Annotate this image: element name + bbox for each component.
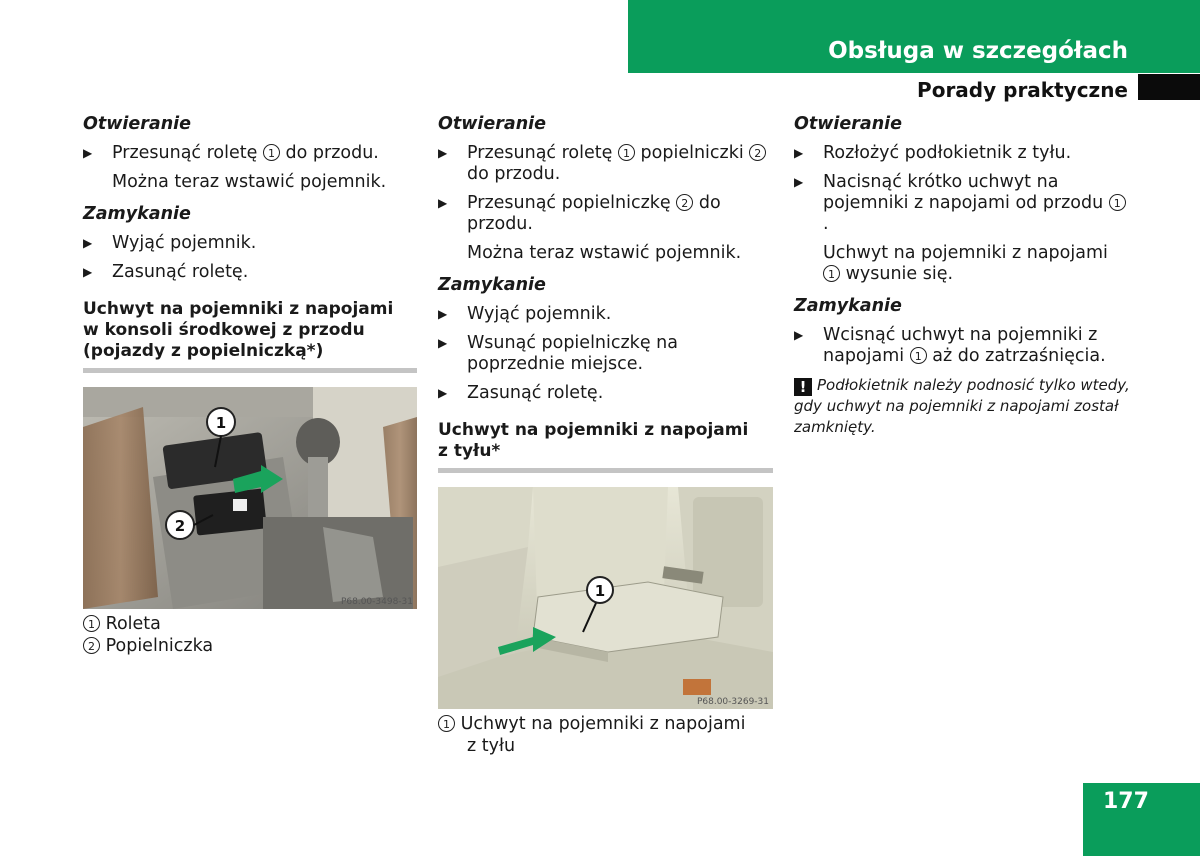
note-text: Uchwyt na pojemniki z napojami 1 wysunie się. — [823, 243, 1108, 284]
warning-note: ! Podłokietnik należy podnosić tylko wtedy, gdy uchwyt na pojemniki z napojami został zamknięty. — [794, 376, 1130, 436]
bullet-arrow-icon: ▶ — [83, 146, 93, 160]
section-heading: Uchwyt na pojemniki z napojami — [438, 420, 749, 440]
callout-number: 1 — [618, 144, 635, 161]
bullet-arrow-icon: ▶ — [794, 175, 804, 189]
column-3 — [794, 113, 1130, 438]
section-heading: z tyłu* — [438, 441, 501, 461]
callout-number: 1 — [1109, 194, 1126, 211]
bullet-arrow-icon: ▶ — [438, 146, 448, 160]
legend-item-continued: z tyłu — [467, 736, 516, 756]
image-callout-1: 1 — [215, 414, 227, 432]
armrest-illustration — [438, 487, 773, 709]
bullet-arrow-icon: ▶ — [83, 236, 93, 250]
console-illustration — [83, 387, 417, 609]
legend-item: 2 Popielniczka — [83, 635, 417, 657]
bullet-item: ▶ Wyjąć pojemnik. — [83, 233, 257, 253]
bullet-arrow-icon: ▶ — [438, 336, 448, 350]
bullet-item: ▶ Wcisnąć uchwyt na pojemniki z napojami 1 aż do zatrzaśnięcia. — [794, 325, 1106, 366]
armrest-photo — [438, 487, 773, 709]
bullet-arrow-icon: ▶ — [794, 328, 804, 342]
bullet-arrow-icon: ▶ — [794, 146, 804, 160]
callout-number: 1 — [263, 144, 280, 161]
subsection-title: Porady praktyczne — [917, 78, 1128, 102]
section-title: Obsługa w szczegółach — [828, 38, 1128, 64]
heading-close: Zamykanie — [794, 296, 902, 316]
callout-number: 2 — [676, 194, 693, 211]
callout-number: 2 — [83, 637, 100, 654]
heading-open: Otwieranie — [83, 114, 192, 134]
legend-item: 1 Roleta — [83, 613, 417, 635]
column-2 — [438, 113, 773, 757]
image-callout-1: 1 — [594, 582, 606, 600]
bullet-item: ▶ Przesunąć popielniczkę 2 do przodu. — [438, 193, 721, 234]
heading-open: Otwieranie — [438, 114, 547, 134]
callout-number: 1 — [438, 715, 455, 732]
image-code: P68.00-3269-31 — [696, 697, 769, 707]
bullet-arrow-icon: ▶ — [438, 196, 448, 210]
heading-close: Zamykanie — [83, 204, 191, 224]
bullet-item: ▶ Przesunąć roletę 1 do przodu. — [83, 143, 379, 163]
callout-number: 1 — [910, 347, 927, 364]
section-heading: (pojazdy z popielniczką*) — [83, 341, 324, 361]
bullet-item: ▶ Zasunąć roletę. — [438, 383, 604, 403]
bullet-arrow-icon: ▶ — [83, 265, 93, 279]
callout-number: 1 — [823, 265, 840, 282]
console-photo — [83, 387, 417, 609]
warning-icon: ! — [794, 378, 812, 396]
bullet-item: ▶ Wsunąć popielniczkę na poprzednie miejsce. — [438, 333, 678, 374]
note-text: Można teraz wstawić pojemnik. — [112, 172, 387, 192]
bullet-arrow-icon: ▶ — [438, 386, 448, 400]
header-bar — [628, 0, 1200, 73]
section-rule — [438, 468, 773, 473]
callout-number: 1 — [83, 615, 100, 632]
heading-close: Zamykanie — [438, 275, 546, 295]
section-heading: w konsoli środkowej z przodu — [83, 320, 365, 340]
subheader-marker — [1138, 74, 1200, 100]
section-rule — [83, 368, 417, 373]
column-1 — [83, 113, 417, 657]
page-number-box — [1083, 783, 1200, 856]
bullet-item: ▶ Wyjąć pojemnik. — [438, 304, 612, 324]
bullet-item: ▶ Rozłożyć podłokietnik z tyłu. — [794, 143, 1072, 163]
page-number: 177 — [1103, 789, 1149, 814]
image-code: P68.00-3498-31 — [340, 597, 413, 607]
section-heading: Uchwyt na pojemniki z napojami — [83, 299, 394, 319]
bullet-item: ▶ Zasunąć roletę. — [83, 262, 249, 282]
legend-item: 1 Uchwyt na pojemniki z napojami — [438, 713, 773, 735]
callout-number: 2 — [749, 144, 766, 161]
heading-open: Otwieranie — [794, 114, 903, 134]
bullet-arrow-icon: ▶ — [438, 307, 448, 321]
bullet-item: ▶ Nacisnąć krótko uchwyt na pojemniki z napojami od przodu 1. — [794, 172, 1130, 235]
image-callout-2: 2 — [174, 517, 186, 535]
bullet-item: ▶ Przesunąć roletę 1 popielniczki 2 do przodu. — [438, 143, 773, 185]
note-text: Można teraz wstawić pojemnik. — [467, 243, 742, 263]
